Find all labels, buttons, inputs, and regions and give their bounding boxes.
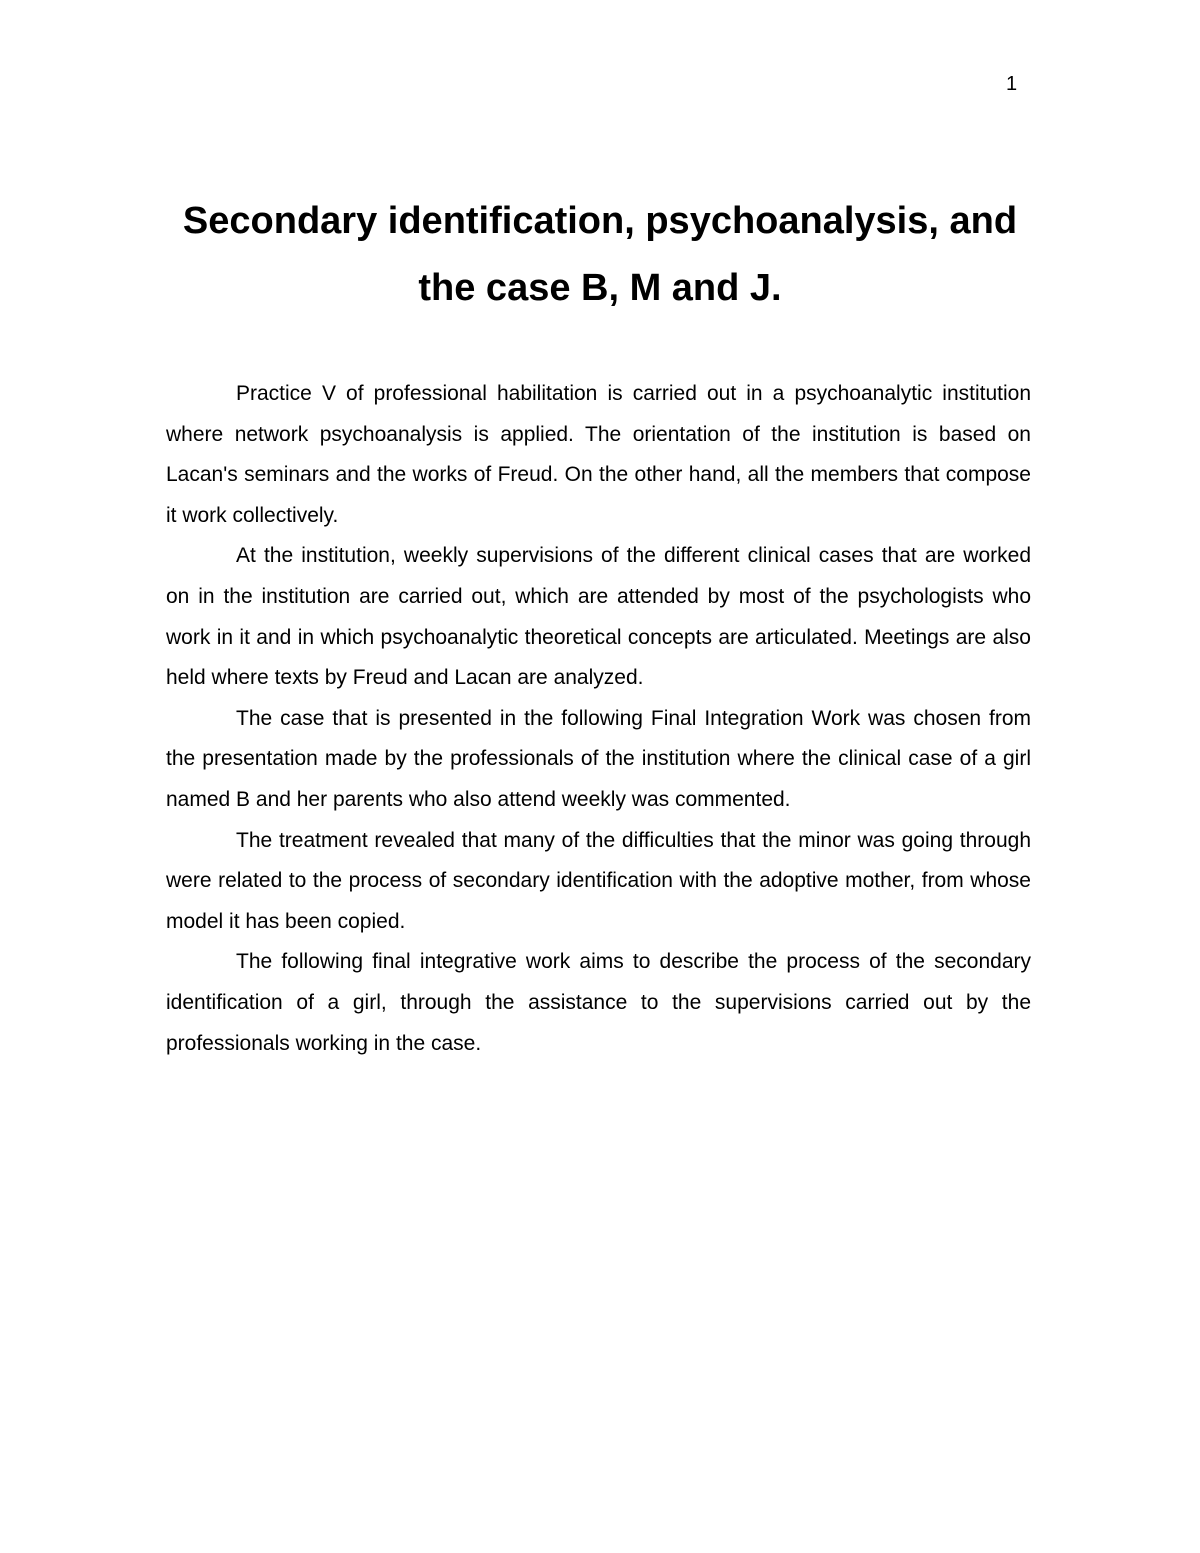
body-paragraph: Practice V of professional habilitation is carried out in a psychoanalytic institution where network psychoanalysis is applied. The orientation of the institution is based on Lacan's seminars and the works of Freud. On the other hand, all the members that compose it work collectively. (166, 382, 1031, 527)
body-paragraph: The treatment revealed that many of the difficulties that the minor was going through were related to the process of secondary identification with the adoptive mother, from whose model it has been copied. (166, 828, 1031, 933)
document-title (150, 188, 1050, 322)
page-number: 1 (1006, 73, 1018, 95)
body-paragraph: The following final integrative work aims to describe the process of the secondary identification of a girl, through the assistance to the supervisions carried out by the professionals working in the case. (166, 950, 1031, 1055)
title-line-1: Secondary identification, psychoanalysis, and (182, 200, 1018, 242)
title-line-2: the case B, M and J. (418, 267, 782, 309)
document-body (166, 374, 1031, 1064)
body-paragraph: At the institution, weekly supervisions of the different clinical cases that are worked on in the institution are carried out, which are attended by most of the psychologists who work in it and in which psychoanalytic theoretical concepts are articulated. Meetings are also held where texts by Freud and Lacan are analyzed. (166, 544, 1031, 690)
body-paragraph: The case that is presented in the following Final Integration Work was chosen from the presentation made by the professionals of the institution where the clinical case of a girl named B and her parents who also attend weekly was commented. (166, 706, 1031, 811)
